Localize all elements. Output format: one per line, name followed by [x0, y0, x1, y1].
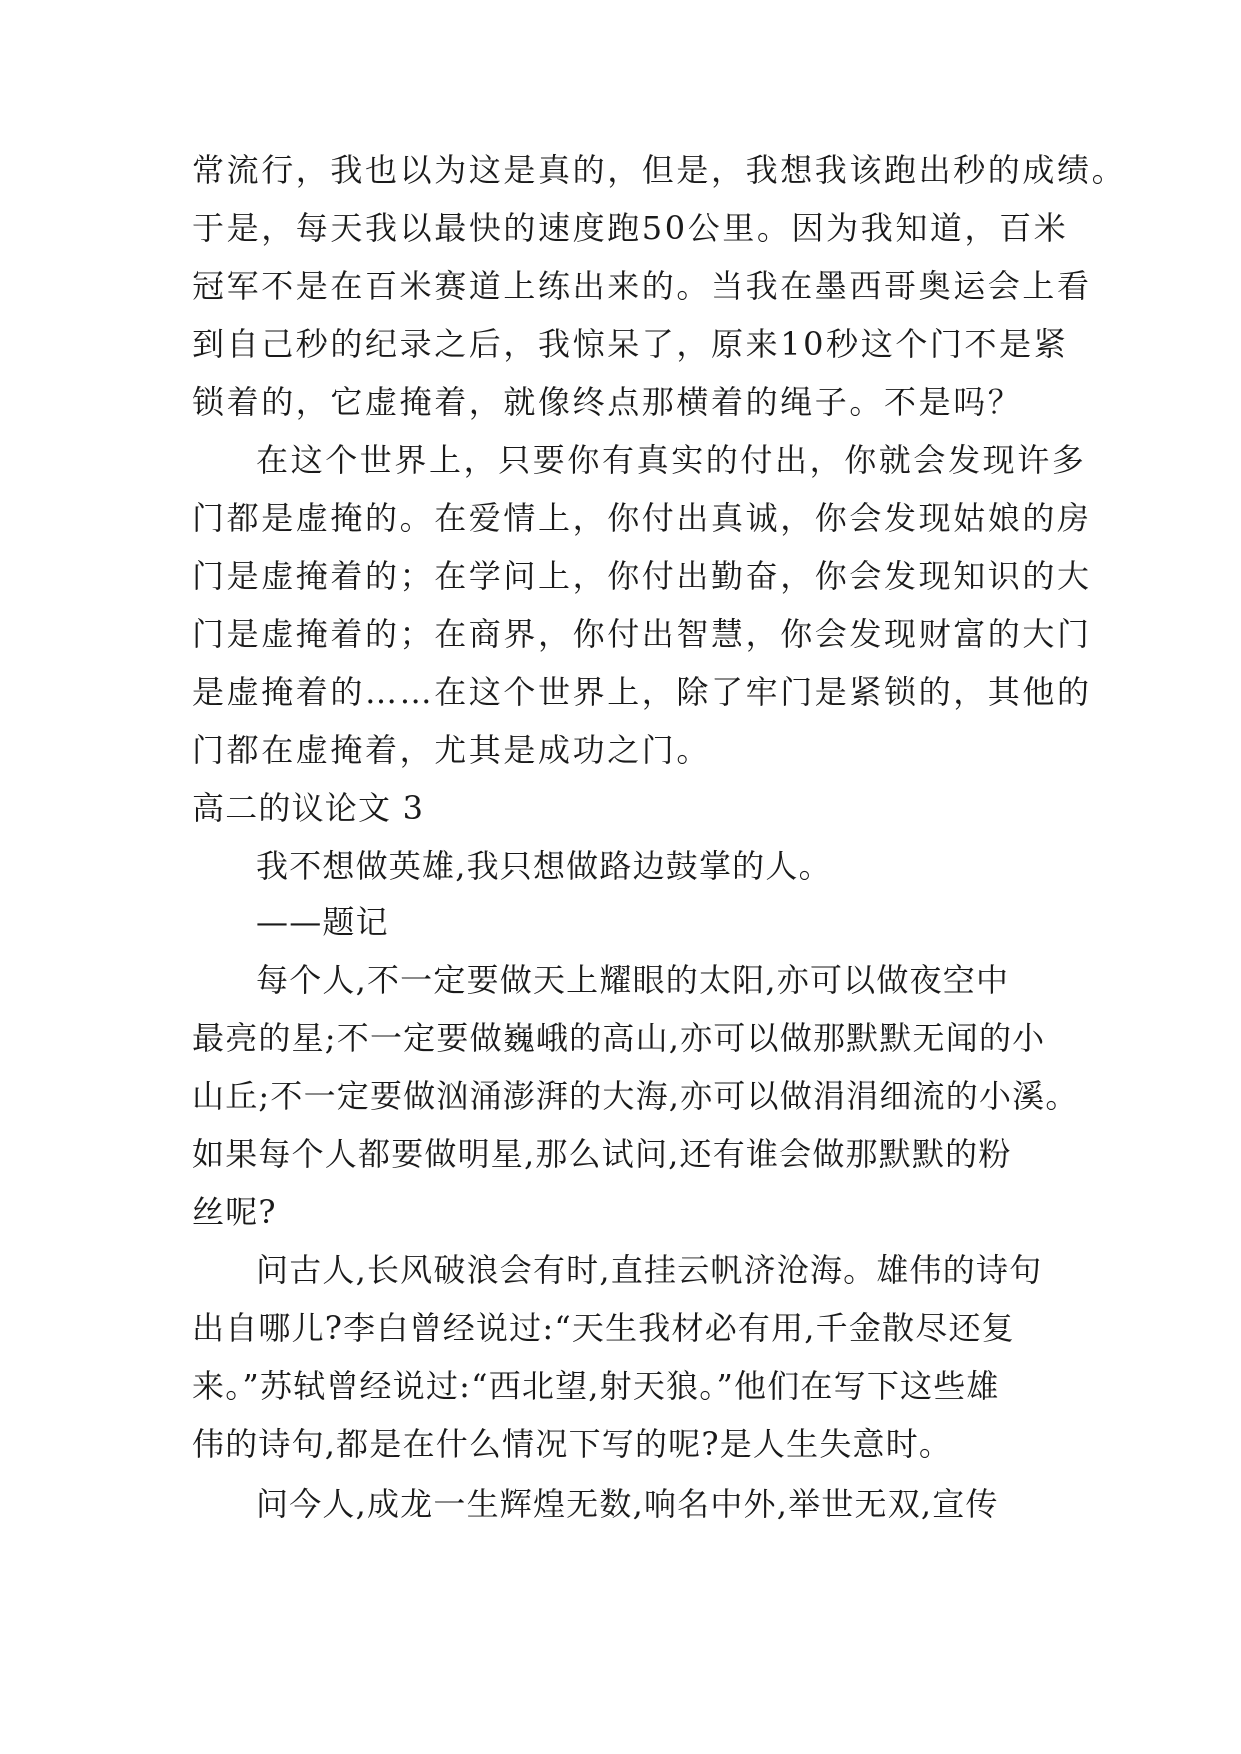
- text-line: 是虚掩着的……在这个世界上，除了牢门是紧锁的，其他的: [192, 673, 1092, 711]
- text-line: 冠军不是在百米赛道上练出来的。当我在墨西哥奥运会上看: [192, 267, 1092, 305]
- text-line: 问古人,长风破浪会有时,直挂云帆济沧海。雄伟的诗句: [256, 1251, 1043, 1289]
- text-line: 在这个世界上，只要你有真实的付出，你就会发现许多: [256, 441, 1087, 479]
- text-line: 问今人,成龙一生辉煌无数,响名中外,举世无双,宣传: [256, 1485, 999, 1523]
- text-line: 来。”苏轼曾经说过:“西北望,射天狼。”他们在写下这些雄: [192, 1367, 1000, 1405]
- text-line: 出自哪儿?李白曾经说过:“天生我材必有用,千金散尽还复: [192, 1309, 1015, 1347]
- text-line: 山丘;不一定要做汹涌澎湃的大海,亦可以做涓涓细流的小溪。: [192, 1077, 1079, 1115]
- text-line: 最亮的星;不一定要做巍峨的高山,亦可以做那默默无闻的小: [192, 1019, 1046, 1057]
- text-line: 锁着的，它虚掩着，就像终点那横着的绳子。不是吗？: [192, 383, 1023, 421]
- text-line: 于是，每天我以最快的速度跑50公里。因为我知道，百米: [192, 209, 1069, 247]
- page-title: 高二的议论文 3: [192, 789, 425, 827]
- text-line: 到自己秒的纪录之后，我惊呆了，原来10秒这个门不是紧: [192, 325, 1069, 363]
- text-line: 门是虚掩着的；在学问上，你付出勤奋，你会发现知识的大: [192, 557, 1092, 595]
- text-line: 丝呢?: [192, 1193, 277, 1231]
- epigraph-attribution: ——题记: [256, 903, 389, 941]
- text-line: 如果每个人都要做明星,那么试问,还有谁会做那默默的粉: [192, 1135, 1012, 1173]
- epigraph-text: 我不想做英雄,我只想做路边鼓掌的人。: [256, 847, 832, 885]
- text-line: 门都是虚掩的。在爱情上，你付出真诚，你会发现姑娘的房: [192, 499, 1092, 537]
- text-line: 门都在虚掩着，尤其是成功之门。: [192, 731, 712, 769]
- text-line: 伟的诗句,都是在什么情况下写的呢?是人生失意时。: [192, 1425, 953, 1463]
- text-line: 每个人,不一定要做天上耀眼的太阳,亦可以做夜空中: [256, 961, 1010, 999]
- text-line: 门是虚掩着的；在商界，你付出智慧，你会发现财富的大门: [192, 615, 1092, 653]
- text-line: 常流行，我也以为这是真的，但是，我想我该跑出秒的成绩。: [192, 151, 1127, 189]
